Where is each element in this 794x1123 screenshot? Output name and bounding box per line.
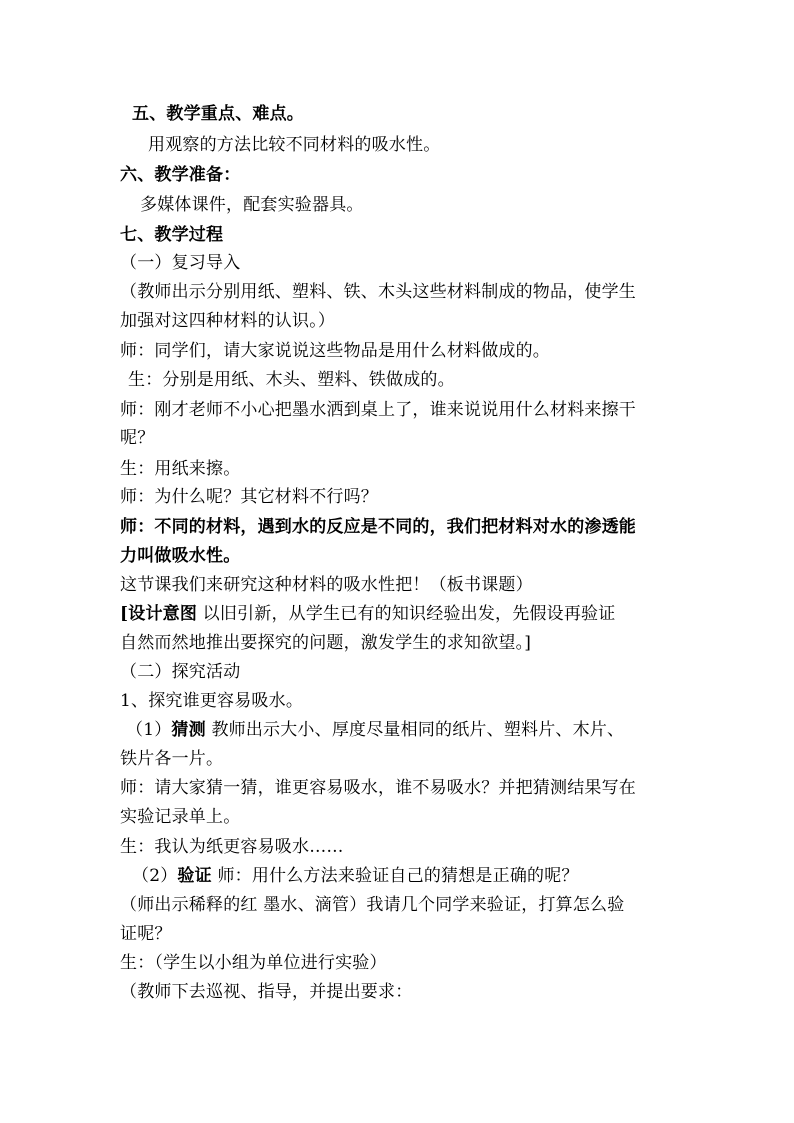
paragraph-line: 证呢？ [120,924,172,944]
verify-label: 验证 [177,866,212,886]
dialogue-line: 呢？ [120,428,155,448]
paragraph-preparation: 多媒体课件，配套实验器具。 [140,195,364,215]
design-intent-line: [设计意图 以旧引新，从学生已有的知识经验出发，先假设再验证 [120,604,616,624]
paragraph-line: （师出示稀释的红 墨水、滴管）我请几个同学来验证，打算怎么验 [120,895,625,915]
design-intent-line: 自然而然地推出要探究的问题，激发学生的求知欲望。] [120,633,532,653]
dialogue-line: 师：同学们，请大家说说这些物品是用什么材料做成的。 [120,341,550,361]
heading-preparation: 六、教学准备： [120,165,241,185]
paragraph-line: 加强对这四种材料的认识。） [120,311,336,331]
paragraph-line: （教师下去巡视、指导，并提出要求： [120,982,413,1002]
heading-process: 七、教学过程 [120,225,224,245]
subheading-review: （一）复习导入 [120,253,241,273]
dialogue-line: 生：（学生以小组为单位进行实验） [120,953,387,973]
paragraph-line: 这节课我们来研究这种材料的吸水性把！（板书课题） [120,575,533,595]
dialogue-line: 实验记录单上。 [120,807,241,827]
design-intent-label: [设计意图 [120,604,198,624]
paragraph-key-points: 用观察的方法比较不同材料的吸水性。 [148,135,441,155]
subheading-explore: （二）探究活动 [120,662,241,682]
subheading-item: 1、探究谁更容易吸水。 [120,691,304,711]
paragraph-line: 铁片各一片。 [120,749,224,769]
bold-dialogue-line: 师：不同的材料，遇到水的反应是不同的，我们把材料对水的渗透能 [120,517,636,537]
guess-line: （1）猜测 教师出示大小、厚度尽量相同的纸片、塑料片、木片、 [126,720,625,740]
dialogue-line: 生：我认为纸更容易吸水…… [120,837,344,857]
bold-dialogue-line: 力叫做吸水性。 [120,546,241,566]
verify-line: （2）验证 师：用什么方法来验证自己的猜想是正确的呢？ [132,866,579,886]
dialogue-line: 师：刚才老师不小心把墨水洒到桌上了，谁来说说用什么材料来擦干 [120,400,636,420]
paragraph-line: （教师出示分别用纸、塑料、铁、木头这些材料制成的物品，使学生 [120,282,636,302]
guess-label: 猜测 [171,720,206,740]
dialogue-line: 生：用纸来擦。 [120,459,241,479]
dialogue-line: 生：分别是用纸、木头、塑料、铁做成的。 [128,370,455,390]
dialogue-line: 师：请大家猜一猜，谁更容易吸水，谁不易吸水？并把猜测结果写在 [120,778,636,798]
dialogue-line: 师：为什么呢？其它材料不行吗？ [120,487,378,507]
heading-key-points: 五、教学重点、难点。 [132,104,304,124]
